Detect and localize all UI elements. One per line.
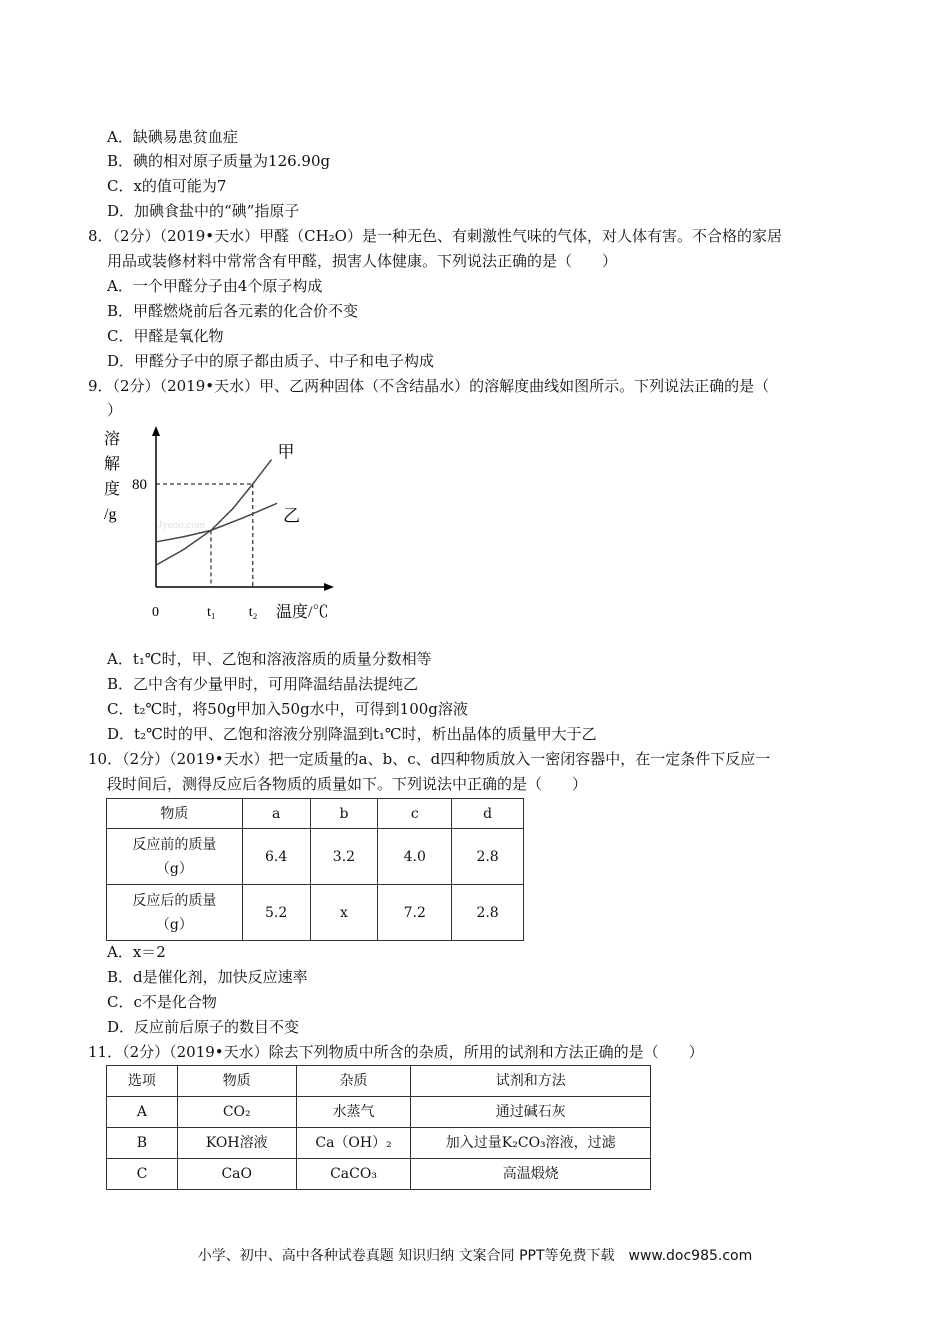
table-cell: 5.2 (242, 885, 310, 941)
table-cell: C (107, 1159, 178, 1190)
table-cell: 杂质 (296, 1066, 411, 1097)
table-cell: 3.2 (310, 829, 378, 885)
table-row (107, 1128, 651, 1159)
q8-option-b: B．甲醛燃烧前后各元素的化合价不变 (107, 302, 359, 320)
q9-option-b: B．乙中含有少量甲时，可用降温结晶法提纯乙 (107, 675, 419, 693)
q10-option-a: A．x＝2 (107, 943, 166, 961)
q9-option-c: C．t₂℃时，将50g甲加入50g水中，可得到100g溶液 (107, 700, 468, 718)
q7-option-a: A．缺碘易患贫血症 (107, 128, 238, 146)
y-axis-label: 解 (104, 456, 121, 473)
q9-option-d: D．t₂℃时的甲、乙饱和溶液分别降温到t₁℃时，析出晶体的质量甲大于乙 (107, 725, 597, 743)
table-cell: A (107, 1097, 178, 1128)
table-cell: B (107, 1128, 178, 1159)
table-row (107, 829, 524, 885)
q10-stem-cont: 段时间后，测得反应后各物质的质量如下。下列说法中正确的是（ ） (107, 775, 588, 793)
q10-option-d: D．反应前后原子的数目不变 (107, 1018, 300, 1036)
table-header-row (107, 1066, 651, 1097)
q7-option-b: B．碘的相对原子质量为126.90g (107, 152, 331, 170)
q7-option-d: D．加碘食盐中的“碘”指原子 (107, 202, 300, 220)
q11-table (106, 1065, 651, 1190)
q8-stem-cont: 用品或装修材料中常常含有甲醛，损害人体健康。下列说法正确的是（ ） (107, 252, 618, 270)
table-cell: 2.8 (452, 885, 524, 941)
table-cell: x (310, 885, 378, 941)
q9-option-a: A．t₁℃时，甲、乙饱和溶液溶质的质量分数相等 (107, 650, 432, 668)
table-cell: Ca（OH）₂ (296, 1128, 411, 1159)
footer-text: 小学、初中、高中各种试卷真题 知识归纳 文案合同 PPT等免费下载 www.doc985.com (197, 1248, 753, 1264)
table-row (107, 1159, 651, 1190)
q8-stem: 8．（2分）（2019•天水）甲醛（CH₂O）是一种无色、有刺激性气味的气体，对人体有害。不合格的家居 (88, 227, 782, 245)
table-cell: 通过碱石灰 (411, 1097, 651, 1128)
table-cell: c (378, 799, 452, 829)
table-cell: 试剂和方法 (411, 1066, 651, 1097)
q10-option-b: B．d是催化剂，加快反应速率 (107, 968, 308, 986)
table-cell: 反应前的质量（g） (107, 829, 243, 885)
table-cell: CaCO₃ (296, 1159, 411, 1190)
x-axis-label: 温度/℃ (276, 604, 329, 621)
table-cell: 4.0 (378, 829, 452, 885)
table-row (107, 885, 524, 941)
table-cell: 6.4 (242, 829, 310, 885)
y-tick-label: 80 (132, 477, 147, 493)
table-cell: b (310, 799, 378, 829)
q9-stem-cont: ） (107, 401, 123, 419)
table-header-row (107, 799, 524, 829)
y-axis-label: 溶 (104, 431, 121, 448)
solubility-chart (100, 420, 360, 630)
y-axis-label: 度 (104, 481, 121, 498)
q11-stem: 11．（2分）（2019•天水）除去下列物质中所含的杂质，所用的试剂和方法正确的是（ ） (88, 1043, 704, 1061)
table-cell: 7.2 (378, 885, 452, 941)
table-cell: 高温煅烧 (411, 1159, 651, 1190)
table-cell: KOH溶液 (177, 1128, 296, 1159)
x-tick-label: t₁ (207, 605, 216, 620)
q8-option-c: C．甲醛是氧化物 (107, 327, 224, 345)
table-cell: 加入过量K₂CO₃溶液，过滤 (411, 1128, 651, 1159)
q10-stem: 10．（2分）（2019•天水）把一定质量的a、b、c、d四种物质放入一密闭容器中，在一定条件下反应一 (88, 750, 771, 768)
q9-stem: 9．（2分）（2019•天水）甲、乙两种固体（不含结晶水）的溶解度曲线如图所示。下列说法正确的是（ (88, 377, 770, 395)
table-row (107, 1097, 651, 1128)
watermark: Jyeoo.com (158, 519, 206, 531)
y-axis-label: /g (104, 506, 117, 523)
table-cell: 水蒸气 (296, 1097, 411, 1128)
y-axis-arrow (152, 426, 160, 436)
table-cell: CaO (177, 1159, 296, 1190)
q10-table (106, 798, 524, 941)
table-cell: 2.8 (452, 829, 524, 885)
table-cell: 选项 (107, 1066, 178, 1097)
table-cell: 物质 (177, 1066, 296, 1097)
x-tick-label: t₂ (248, 605, 258, 620)
q8-option-a: A．一个甲醛分子由4个原子构成 (107, 277, 323, 295)
q8-option-d: D．甲醛分子中的原子都由质子、中子和电子构成 (107, 352, 435, 370)
table-cell: 物质 (107, 799, 243, 829)
x-tick-label: 0 (152, 605, 159, 620)
series-label: 甲 (277, 442, 295, 462)
x-axis-arrow (324, 583, 334, 591)
table-cell: CO₂ (177, 1097, 296, 1128)
table-cell: d (452, 799, 524, 829)
q7-option-c: C．x的值可能为7 (107, 177, 227, 195)
q10-option-c: C．c不是化合物 (107, 993, 217, 1011)
table-cell: 反应后的质量（g） (107, 885, 243, 941)
table-cell: a (242, 799, 310, 829)
series-label: 乙 (283, 506, 300, 526)
